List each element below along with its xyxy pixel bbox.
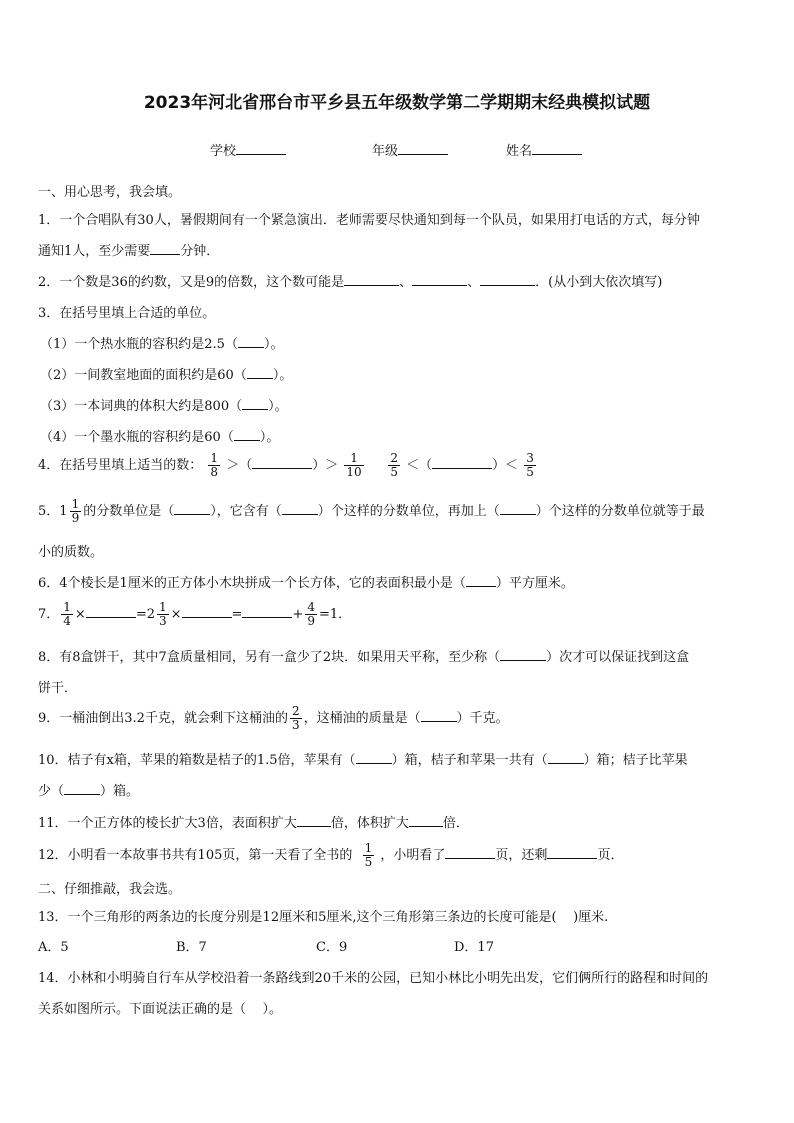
question-5-line-1 xyxy=(38,498,705,525)
question-2 xyxy=(38,271,662,290)
q1-blank[interactable] xyxy=(150,242,180,255)
q12-text-c: 页，还剩 xyxy=(495,848,548,863)
grade-blank[interactable] xyxy=(398,142,448,155)
q6-tail: ）平方厘米。 xyxy=(495,576,574,591)
denominator: 9 xyxy=(71,511,80,525)
q3-p2-text: （2）一间教室地面的面积约是60（ xyxy=(40,368,247,383)
numerator: 2 xyxy=(291,704,300,718)
q2-blank-1[interactable] xyxy=(344,273,399,286)
fraction xyxy=(290,705,302,732)
q3-p4-end: ）。 xyxy=(259,430,280,445)
q7-blank-3[interactable] xyxy=(242,605,292,618)
school-field xyxy=(210,140,286,159)
q4-blank-1[interactable] xyxy=(252,456,312,469)
q5-text-b: 的分数单位是（ xyxy=(83,504,175,519)
q13-text: 13．一个三角形的两条边的长度分别是12厘米和5厘米,这个三角形第三条边的长度可能是( xyxy=(38,910,557,925)
page-title: 2023年河北省邢台市平乡县五年级数学第二学期期末经典模拟试题 xyxy=(143,93,651,113)
denominator: 9 xyxy=(307,614,315,628)
question-8-line-1 xyxy=(38,646,689,665)
q9-text: 9．一桶油倒出3.2千克，就会剩下这桶油的 xyxy=(38,711,288,726)
school-label: 学校 xyxy=(210,144,237,159)
fraction xyxy=(305,601,317,628)
q1-tail: 分钟． xyxy=(180,244,220,259)
q11-text: 11．一个正方体的棱长扩大3倍，表面积扩大 xyxy=(38,816,297,831)
q2-sep-2: 、 xyxy=(467,275,481,290)
numerator: 1 xyxy=(344,452,363,466)
q9-blank[interactable] xyxy=(421,709,457,722)
q6-text: 6．4个棱长是1厘米的正方体小木块拼成一个长方体，它的表面积最小是（ xyxy=(38,576,466,591)
question-14-line-1: 14．小林和小明骑自行车从学校沿着一条路线到20千米的公园，已知小林比小明先出发，它们俩所行的路程和时间的 xyxy=(38,971,709,986)
numerator: 1 xyxy=(210,451,219,465)
q4-text: 4．在括号里填上适当的数： xyxy=(38,458,203,473)
section-1-heading: 一、用心思考，我会填。 xyxy=(38,185,182,200)
q3-p3-end: ）。 xyxy=(268,399,288,414)
q2-sep-1: 、 xyxy=(399,275,413,290)
q7-blank-1[interactable] xyxy=(86,605,136,618)
q9-tail: ）千克。 xyxy=(456,711,509,726)
q7-eq2: =2 xyxy=(135,607,155,622)
question-5-line-2: 小的质数。 xyxy=(38,545,104,560)
q8-text-b: ）次才可以保证找到这盒 xyxy=(546,650,690,665)
q3-p3-blank[interactable] xyxy=(242,397,268,410)
q5-blank-1[interactable] xyxy=(174,502,210,515)
q7-tail: =1． xyxy=(319,607,352,622)
q3-p4-blank[interactable] xyxy=(234,428,260,441)
option-a[interactable]: A．5 xyxy=(38,940,69,955)
q4-gt: ＞（ xyxy=(226,458,253,473)
times-sign: × xyxy=(170,607,182,622)
q3-p3-text: （3）一本词典的体积大约是800（ xyxy=(40,399,243,414)
equals-sign: = xyxy=(231,607,243,622)
q5-blank-3[interactable] xyxy=(500,502,536,515)
q8-blank[interactable] xyxy=(500,648,546,661)
q10-blank-2[interactable] xyxy=(548,751,584,764)
fraction xyxy=(208,452,220,479)
q14-tail: ）。 xyxy=(262,1002,283,1017)
name-field xyxy=(506,140,582,159)
fraction xyxy=(70,498,82,525)
q4-close: ）＞ xyxy=(312,458,339,473)
question-14-line-2 xyxy=(38,998,282,1017)
section-2-heading: 二、仔细推敲，我会选。 xyxy=(38,882,182,897)
numerator: 1 xyxy=(159,600,167,614)
q10-blank-1[interactable] xyxy=(356,751,392,764)
q3-p2-blank[interactable] xyxy=(247,366,273,379)
denominator: 5 xyxy=(364,855,373,869)
q10-text-c: ）箱；桔子比苹果 xyxy=(583,753,688,768)
question-3-part-4 xyxy=(40,426,279,445)
q11-blank-2[interactable] xyxy=(409,814,443,827)
option-d[interactable]: D．17 xyxy=(454,940,494,955)
option-b[interactable]: B．7 xyxy=(176,940,207,955)
numerator: 1 xyxy=(63,600,71,614)
q11-tail: 倍． xyxy=(442,816,469,831)
q5-blank-2[interactable] xyxy=(282,502,318,515)
q13-tail: )厘米. xyxy=(573,910,609,925)
question-7 xyxy=(38,601,351,628)
q3-p1-blank[interactable] xyxy=(238,335,264,348)
q3-p1-end: ）。 xyxy=(263,337,284,352)
numerator: 4 xyxy=(307,600,315,614)
q5-text-d: ）个这样的分数单位，再加上（ xyxy=(317,504,500,519)
question-3-part-1 xyxy=(40,333,283,352)
numerator: 3 xyxy=(526,451,534,465)
numerator: 1 xyxy=(364,841,373,855)
fraction xyxy=(388,452,400,479)
question-1-line-2 xyxy=(38,240,219,259)
q10-text-d: 少（ xyxy=(38,784,65,799)
q6-blank[interactable] xyxy=(466,574,496,587)
grade-field xyxy=(372,140,448,159)
q2-blank-3[interactable] xyxy=(480,273,535,286)
question-12 xyxy=(38,842,623,869)
q2-blank-2[interactable] xyxy=(412,273,467,286)
q11-text-b: 倍，体积扩大 xyxy=(330,816,409,831)
q4-close-2: ）＜ xyxy=(492,458,519,473)
denominator: 5 xyxy=(390,465,398,479)
mixed-whole: 1 xyxy=(59,504,68,519)
plus-sign: + xyxy=(292,607,304,622)
question-13 xyxy=(38,906,608,925)
q3-p4-text: （4）一个墨水瓶的容积约是60（ xyxy=(40,430,234,445)
q8-text: 8．有8盒饼干，其中7盒质量相同，另有一盒少了2块．如果用天平称，至少称（ xyxy=(38,650,501,665)
question-3-part-2 xyxy=(40,364,292,383)
q10-text: 10．桔子有x箱，苹果的箱数是桔子的1.5倍，苹果有（ xyxy=(38,753,356,768)
denominator: 5 xyxy=(526,465,534,479)
q14-text: 关系如图所示。下面说法正确的是（ xyxy=(38,1002,247,1017)
q7-number: 7． xyxy=(38,607,60,622)
q10-blank-3[interactable] xyxy=(64,782,100,795)
grade-label: 年级 xyxy=(372,144,399,159)
fraction xyxy=(157,601,169,628)
q5-text-e: ）个这样的分数单位就等于最 xyxy=(535,504,705,519)
question-10-line-2 xyxy=(38,780,139,799)
q5-number: 5． xyxy=(38,504,60,519)
question-9 xyxy=(38,705,509,732)
q9-text-b: ，这桶油的质量是（ xyxy=(303,711,421,726)
question-10-line-1 xyxy=(38,749,688,768)
q12-blank-2[interactable] xyxy=(547,846,597,859)
q12-tail: 页． xyxy=(597,848,624,863)
question-1-line-1: 1．一个合唱队有30人，暑假期间有一个紧急演出．老师需要尽快通知到每一个队员，如果用打电话的方式，每分钟 xyxy=(38,213,700,228)
question-3-part-3 xyxy=(40,395,288,414)
denominator: 10 xyxy=(346,465,362,479)
fraction xyxy=(363,842,375,869)
q4-blank-2[interactable] xyxy=(432,456,492,469)
question-4 xyxy=(38,452,538,479)
q12-text-b: ，小明看了 xyxy=(380,848,446,863)
fraction xyxy=(524,452,536,479)
fraction xyxy=(61,601,73,628)
q2-tail: ．(从小到大依次填写) xyxy=(535,275,663,290)
q12-text: 12．小明看一本故事书共有105页，第一天看了全书的 xyxy=(38,848,353,863)
q12-blank-1[interactable] xyxy=(445,846,495,859)
question-3: 3．在括号里填上合适的单位。 xyxy=(38,306,216,321)
numerator: 1 xyxy=(71,497,80,511)
q2-text: 2．一个数是36的约数，又是9的倍数，这个数可能是 xyxy=(38,275,345,290)
option-c[interactable]: C．9 xyxy=(316,940,348,955)
name-label: 姓名 xyxy=(506,144,533,159)
name-blank[interactable] xyxy=(532,142,582,155)
q10-tail: ）箱。 xyxy=(100,784,140,799)
question-8-line-2: 饼干． xyxy=(38,681,78,696)
q4-lt: ＜（ xyxy=(406,458,433,473)
q3-p2-end: ）。 xyxy=(272,368,293,383)
q3-p1-text: （1）一个热水瓶的容积约是2.5（ xyxy=(40,337,238,352)
q1-text: 通知1人，至少需要 xyxy=(38,244,151,259)
times-sign: × xyxy=(74,607,86,622)
fraction xyxy=(344,452,363,479)
question-6 xyxy=(38,572,574,591)
q5-text-c: ），它含有（ xyxy=(210,504,282,519)
denominator: 3 xyxy=(159,614,167,628)
q10-text-b: ）箱，桔子和苹果一共有（ xyxy=(391,753,548,768)
denominator: 4 xyxy=(63,614,71,628)
numerator: 2 xyxy=(390,451,398,465)
denominator: 3 xyxy=(291,718,300,732)
school-blank[interactable] xyxy=(236,142,286,155)
q11-blank-1[interactable] xyxy=(297,814,331,827)
question-11 xyxy=(38,812,469,831)
denominator: 8 xyxy=(210,465,219,479)
q7-blank-2[interactable] xyxy=(182,605,232,618)
